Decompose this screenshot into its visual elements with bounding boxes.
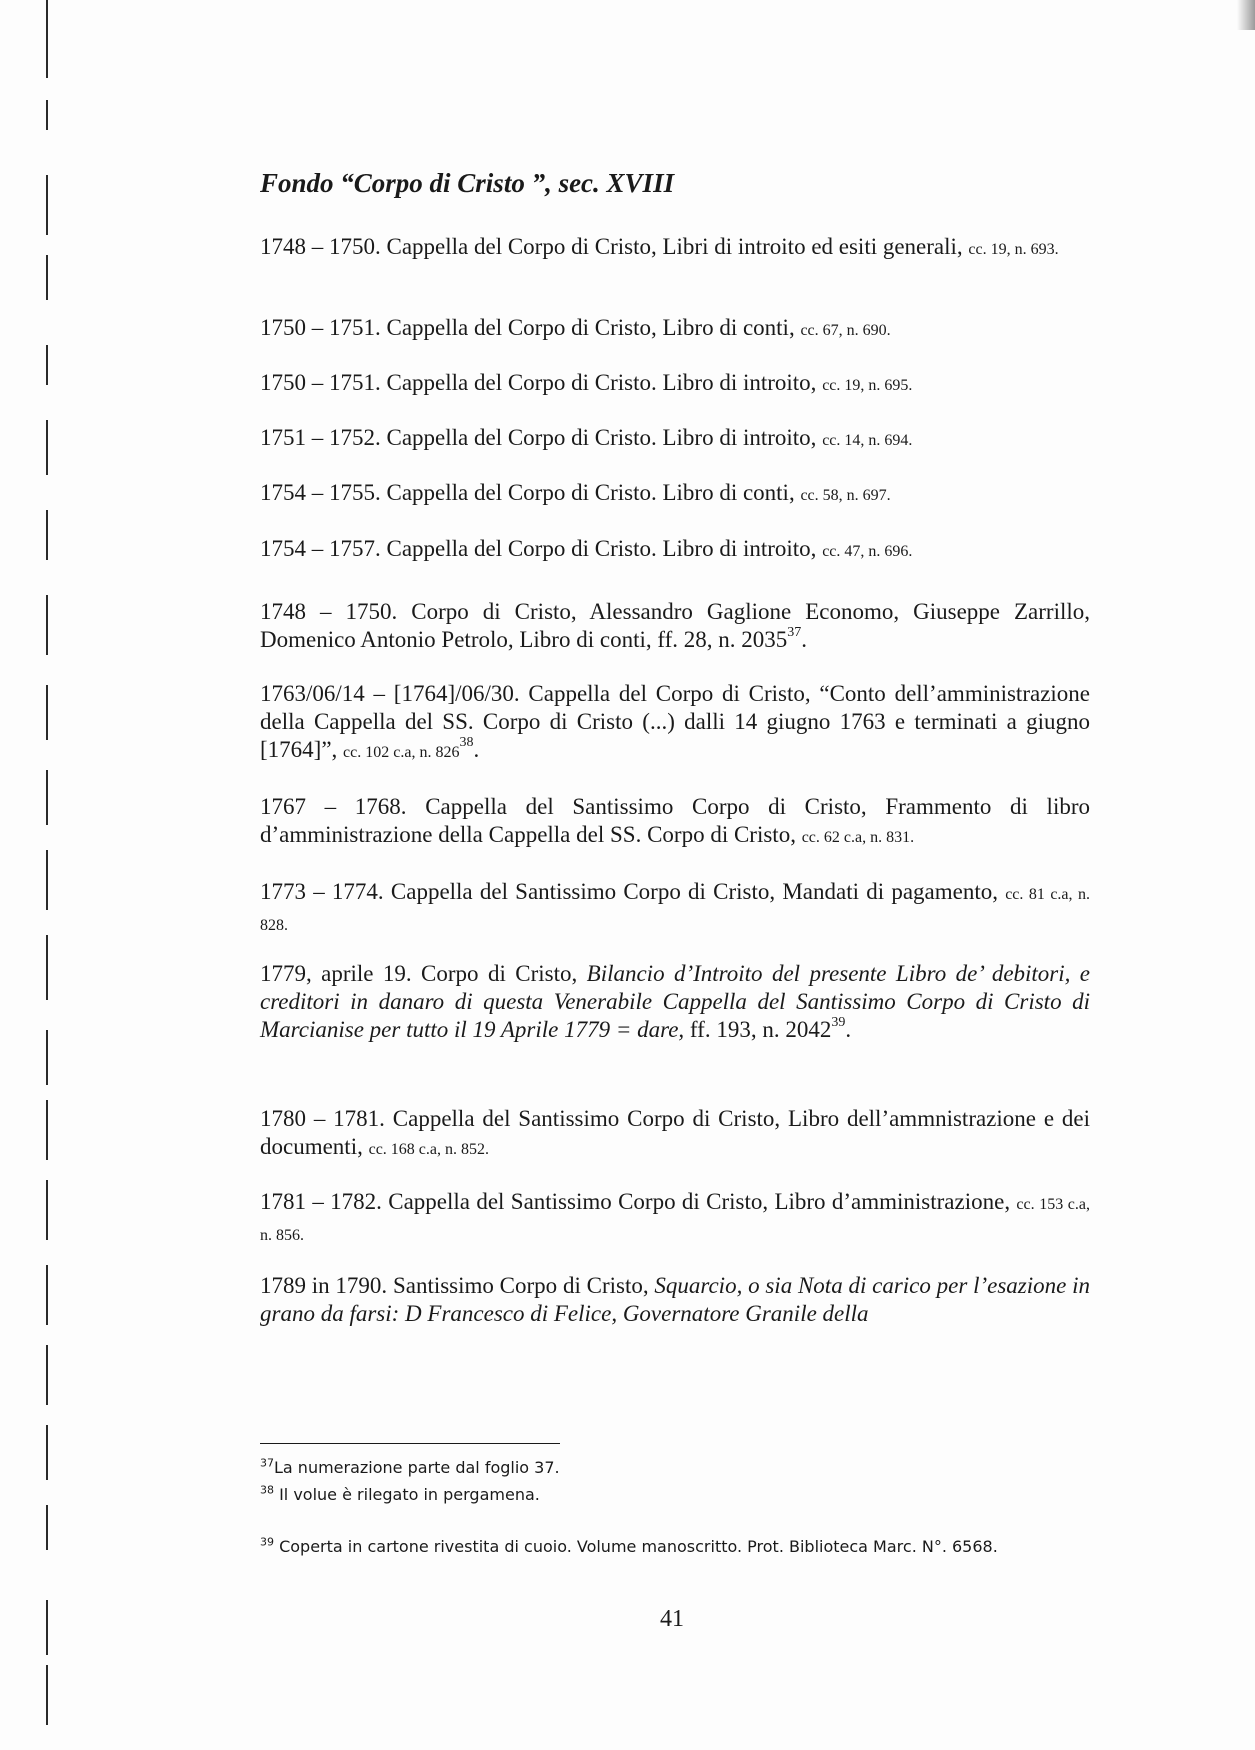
footnote-mark: 39 xyxy=(260,1535,274,1549)
footnote-37 xyxy=(260,1458,560,1477)
entry-1767-1768-frammento xyxy=(260,793,1090,852)
footnote-ref: 37 xyxy=(787,625,802,641)
footnote-39 xyxy=(260,1537,998,1556)
entry-text: 1750 – 1751. Cappella del Corpo di Cristo, Libro di conti, xyxy=(260,315,795,340)
binding-marks xyxy=(40,0,54,1750)
entry-reference: cc. 14, n. 694. xyxy=(822,432,913,449)
footnote-separator xyxy=(260,1443,560,1444)
entry-1789-1790-squarcio xyxy=(260,1272,1090,1328)
footnote-text: La numerazione parte dal foglio 37. xyxy=(274,1458,560,1477)
entry-text: 1751 – 1752. Cappella del Corpo di Cristo. Libro di introito, xyxy=(260,425,817,450)
entry-tail: . xyxy=(473,737,480,762)
entry-text: 1754 – 1755. Cappella del Corpo di Cristo. Libro di conti, xyxy=(260,480,795,505)
entry-1773-1774-mandati xyxy=(260,878,1090,940)
entry-text: 1773 – 1774. Cappella del Santissimo Corpo di Cristo, Mandati di pagamento, xyxy=(260,879,998,904)
entry-1780-1781-amministrazione xyxy=(260,1105,1090,1164)
footnote-ref: 38 xyxy=(459,735,474,751)
entry-text: 1748 – 1750. Cappella del Corpo di Cristo, Libri di introito ed esiti generali, xyxy=(260,234,963,259)
entry-reference: cc. 19, n. 693. xyxy=(968,241,1059,258)
footnote-38 xyxy=(260,1485,540,1504)
footnote-text: Il volue è rilegato in pergamena. xyxy=(274,1485,540,1504)
footnote-mark: 37 xyxy=(260,1456,274,1470)
footnote-text: Coperta in cartone rivestita di cuoio. Volume manoscritto. Prot. Biblioteca Marc. N°. 6568. xyxy=(274,1537,998,1556)
entry-1750-1751-conti xyxy=(260,314,1090,345)
entry-1751-1752-introito xyxy=(260,424,1090,455)
entry-1754-1757-introito xyxy=(260,535,1090,566)
entry-reference: cc. 19, n. 695. xyxy=(822,377,913,394)
entry-text: 1763/06/14 – [1764]/06/30. Cappella del Corpo di Cristo, “Conto dell’amministrazione della Cappella del SS. Corpo di Cristo (...) dalli 14 giugno 1763 e terminati a giugno [1764]”, xyxy=(260,681,1090,762)
entry-reference: cc. 62 c.a, n. 831. xyxy=(801,829,915,846)
entry-1754-1755-conti xyxy=(260,479,1090,510)
entry-reference: cc. 81 c.a, n. 828. xyxy=(260,886,1091,934)
entry-reference: cc. 153 c.a, n. 856. xyxy=(260,1196,1090,1244)
entry-reference: cc. 168 c.a, n. 852. xyxy=(368,1141,489,1158)
entry-text: 1767 – 1768. Cappella del Santissimo Corpo di Cristo, Frammento di libro d’amministrazione della Cappella del SS. Corpo di Cristo, xyxy=(260,794,1090,847)
section-heading: Fondo “Corpo di Cristo ”, sec. XVIII xyxy=(260,168,675,198)
entry-text: 1779, aprile 19. Corpo di Cristo, xyxy=(260,961,578,986)
entry-reference: cc. 67, n. 690. xyxy=(800,322,891,339)
footnote-mark: 38 xyxy=(260,1483,274,1497)
page-corner-shadow xyxy=(1237,0,1255,30)
entry-text: 1781 – 1782. Cappella del Santissimo Corpo di Cristo, Libro d’amministrazione, xyxy=(260,1189,1011,1214)
entry-reference: cc. 47, n. 696. xyxy=(822,543,913,560)
entry-text: 1754 – 1757. Cappella del Corpo di Cristo. Libro di introito, xyxy=(260,536,817,561)
entry-1781-1782-amministrazione xyxy=(260,1188,1090,1250)
footnote-ref: 39 xyxy=(831,1015,846,1031)
entry-text: 1750 – 1751. Cappella del Corpo di Cristo. Libro di introito, xyxy=(260,370,817,395)
entry-tail: . xyxy=(845,1017,852,1042)
entry-text: 1789 in 1790. Santissimo Corpo di Cristo, xyxy=(260,1273,649,1298)
entry-reference: cc. 102 c.a, n. 826 xyxy=(343,744,460,761)
entry-title-italic: Bilancio d’Introito del presente Libro de’ debitori, e creditori in danaro di questa Venerabile Cappella del Santissimo Corpo di Cristo di Marcianise per tutto il 19 Aprile 1779 = dare, xyxy=(260,961,1091,1042)
entry-1779-bilancio xyxy=(260,960,1090,1044)
entry-1763-1764-conto xyxy=(260,680,1090,767)
entry-text: 1780 – 1781. Cappella del Santissimo Corpo di Cristo, Libro dell’ammnistrazione e dei documenti, xyxy=(260,1106,1090,1159)
entry-1750-1751-introito xyxy=(260,369,1090,400)
entry-reference: cc. 58, n. 697. xyxy=(800,487,891,504)
entry-title-italic: Squarcio, o sia Nota di carico per l’esazione in grano da farsi: D Francesco di Felice, Governatore Granile della xyxy=(260,1273,1090,1326)
entry-text: 1748 – 1750. Corpo di Cristo, Alessandro Gaglione Economo, Giuseppe Zarrillo, Domenico Antonio Petrolo, Libro di conti, ff. 28, n. 2035 xyxy=(260,599,1090,652)
entry-reference: ff. 193, n. 2042 xyxy=(689,1017,832,1042)
entry-1748-1750-libri xyxy=(260,233,1090,264)
entry-1748-1750-gaglione xyxy=(260,598,1090,654)
page-number: 41 xyxy=(660,1606,684,1632)
entry-tail: . xyxy=(801,627,807,652)
